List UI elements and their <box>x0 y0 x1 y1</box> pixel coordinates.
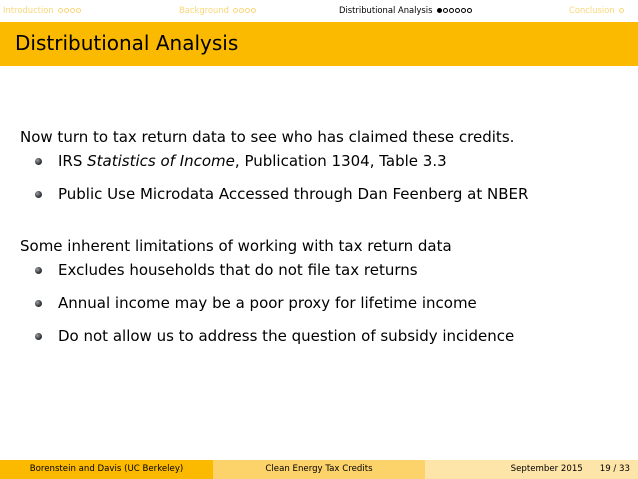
footer-authors: Borenstein and Davis (UC Berkeley) <box>0 460 213 479</box>
nav-section-label: Background <box>179 5 229 15</box>
progress-dot-icon[interactable] <box>239 8 244 13</box>
intro-text: Now turn to tax return data to see who has claimed these credits. <box>20 128 515 146</box>
progress-dot-icon[interactable] <box>58 8 63 13</box>
progress-dot-icon[interactable] <box>251 8 256 13</box>
nav-progress-dots <box>437 8 473 13</box>
nav-section-conclusion[interactable] <box>569 5 625 15</box>
bullet-icon <box>35 300 42 307</box>
page-number: 19 / 33 <box>599 464 630 474</box>
nav-section-label: Introduction <box>3 5 54 15</box>
nav-progress-dots <box>233 8 257 13</box>
bullet-item <box>20 327 630 345</box>
nav-progress-dots <box>619 8 625 13</box>
bullet-icon <box>35 333 42 340</box>
bullet-text-suffix: , Publication 1304, Table 3.3 <box>234 152 447 170</box>
bullet-text: Do not allow us to address the question of subsidy incidence <box>58 327 515 345</box>
progress-dot-icon[interactable] <box>437 8 442 13</box>
progress-dot-icon[interactable] <box>76 8 81 13</box>
nav-section-distributional-analysis[interactable] <box>339 5 473 15</box>
title-band <box>0 22 638 66</box>
progress-dot-icon[interactable] <box>70 8 75 13</box>
intro-text: Some inherent limitations of working with tax return data <box>20 237 452 255</box>
footer-meta <box>425 460 638 479</box>
progress-dot-icon[interactable] <box>467 8 472 13</box>
slide-content <box>20 128 630 345</box>
bullet-item <box>20 261 630 279</box>
bullet-icon <box>35 158 42 165</box>
bullet-item <box>20 294 630 312</box>
progress-dot-icon[interactable] <box>461 8 466 13</box>
progress-dot-icon[interactable] <box>233 8 238 13</box>
progress-dot-icon[interactable] <box>443 8 448 13</box>
content-group-limitations <box>20 237 630 345</box>
footer <box>0 460 638 479</box>
bullet-item <box>20 185 630 203</box>
bullet-icon <box>35 191 42 198</box>
content-group-data-sources <box>20 128 630 203</box>
nav-section-background[interactable] <box>179 5 257 15</box>
slide-title: Distributional Analysis <box>15 31 239 55</box>
progress-dot-icon[interactable] <box>455 8 460 13</box>
bullet-text: Annual income may be a poor proxy for lifetime income <box>58 294 477 312</box>
bullet-list <box>20 152 630 203</box>
progress-dot-icon[interactable] <box>619 8 624 13</box>
bullet-icon <box>35 267 42 274</box>
progress-dot-icon[interactable] <box>64 8 69 13</box>
publication-title: Statistics of Income <box>87 152 235 170</box>
bullet-list <box>20 261 630 345</box>
footer-date: September 2015 <box>510 464 583 474</box>
nav-section-label: Conclusion <box>569 5 615 15</box>
bullet-item <box>20 152 630 170</box>
progress-dot-icon[interactable] <box>245 8 250 13</box>
bullet-text: Excludes households that do not file tax returns <box>58 261 418 279</box>
nav-section-label: Distributional Analysis <box>339 5 433 15</box>
footer-talk-title: Clean Energy Tax Credits <box>213 460 425 479</box>
nav-progress-dots <box>58 8 82 13</box>
nav-section-introduction[interactable] <box>3 5 82 15</box>
progress-dot-icon[interactable] <box>449 8 454 13</box>
bullet-text-prefix: IRS <box>58 152 88 170</box>
section-navigation <box>0 0 638 20</box>
bullet-text: Public Use Microdata Accessed through Dan Feenberg at NBER <box>58 185 529 203</box>
